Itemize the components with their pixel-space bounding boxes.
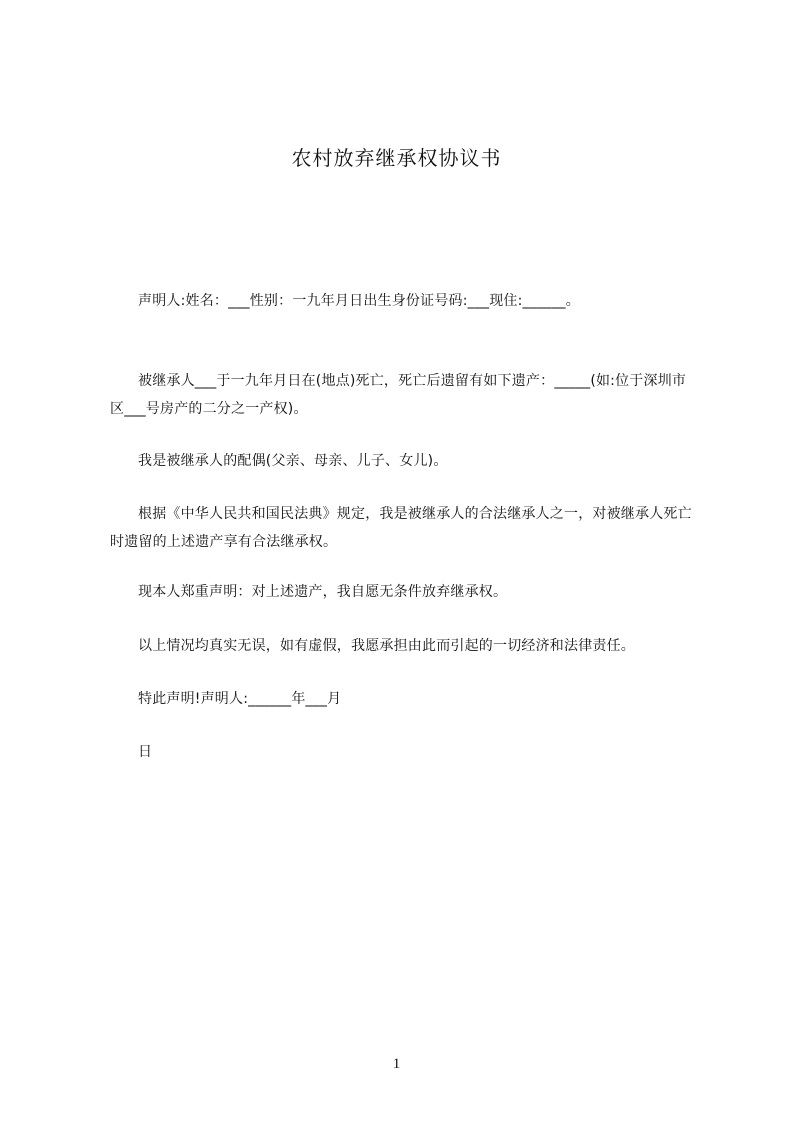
declarant-info-paragraph: 声明人:姓名：___性别：一九年月日出生身份证号码:___现住:______。	[138, 293, 580, 309]
signature-line: 特此声明!声明人:______年___月	[138, 691, 342, 707]
page-number: 1	[392, 1056, 401, 1072]
document-title: 农村放弃继承权协议书	[291, 146, 502, 170]
day-line: 日	[138, 744, 153, 760]
relationship-paragraph: 我是被继承人的配偶(父亲、母亲、儿子、女儿)。	[138, 453, 448, 469]
renunciation-paragraph: 现本人郑重声明：对上述遗产，我自愿无条件放弃继承权。	[138, 584, 508, 600]
truthfulness-paragraph: 以上情况均真实无误，如有虚假，我愿承担由此而引起的一切经济和法律责任。	[138, 638, 635, 654]
decedent-estate-paragraph: 被继承人___于一九年月日在(地点)死亡，死亡后遗留有如下遗产：_____(如:位于深圳市区___号房产的二分之一产权)。	[110, 373, 687, 417]
legal-basis-paragraph: 根据《中华人民共和国民法典》规定，我是被继承人的合法继承人之一，对被继承人死亡时遗留的上述遗产享有合法继承权。	[110, 506, 692, 550]
